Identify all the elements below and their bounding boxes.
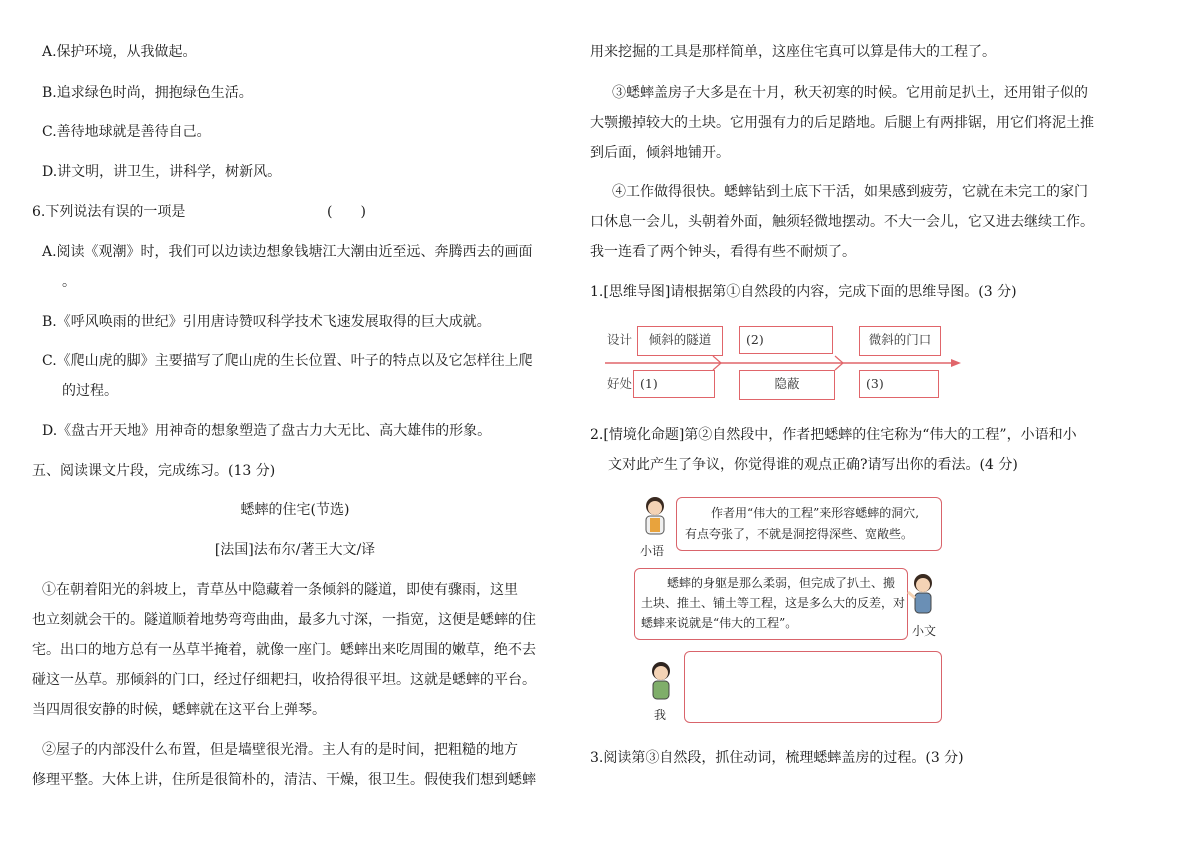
xiaoyu-speech-bubble	[676, 497, 942, 551]
para1-line1: ①在朝着阳光的斜坡上，青草丛中隐藏着一条倾斜的隧道，即使有骤雨，这里	[42, 582, 518, 598]
blank-box-3[interactable]: (3)	[859, 370, 939, 398]
row-label-benefit: 好处	[607, 376, 633, 391]
q6-option-c: C.《爬山虎的脚》主要描写了爬山虎的生长位置、叶子的特点以及它怎样往上爬	[42, 353, 533, 369]
mind-map	[605, 322, 965, 404]
option-c: C.善待地球就是善待自己。	[42, 124, 211, 140]
xiaowen-avatar-icon	[906, 572, 940, 622]
xiaowen-line-2: 土块、推土、铺土等工程，这是多么大的反差，对	[641, 596, 906, 610]
para3-line1: ③蟋蟀盖房子大多是在十月，秋天初寒的时候。它用前足扒土，还用钳子似的	[612, 85, 1088, 101]
para4-line1: ④工作做得很快。蟋蟀钻到土底下干活，如果感到疲劳，它就在未完工的家门	[612, 184, 1088, 200]
box-sloped-door: 微斜的门口	[859, 326, 941, 356]
xiaowen-name: 小文	[912, 624, 937, 638]
xiaoyu-avatar-icon	[638, 494, 672, 540]
q6-answer-bracket[interactable]: ( )	[327, 204, 366, 220]
box-hidden: 隐蔽	[739, 370, 835, 400]
para1-line4: 碰这一丛草。那倾斜的门口，经过仔细耙扫，收拾得很平坦。这就是蟋蟀的平台。	[32, 672, 536, 688]
blank-box-1[interactable]: (1)	[633, 370, 715, 398]
option-d: D.讲文明，讲卫生，讲科学，树新风。	[42, 164, 282, 180]
para4-line3: 我一连看了两个钟头，看得有些不耐烦了。	[590, 244, 856, 260]
para4-line2: 口休息一会儿，头朝着外面，触须轻微地摆动。不大一会儿，它又进去继续工作。	[590, 214, 1094, 230]
para3-line2: 大颚搬掉较大的土块。它用强有力的后足踏地。后腿上有两排锯，用它们将泥土推	[590, 115, 1094, 131]
para2-line1: ②屋子的内部没什么布置，但是墙壁很光滑。主人有的是时间，把粗糙的地方	[42, 742, 518, 758]
q6-option-a-cont: 。	[62, 274, 76, 290]
box-sloped-tunnel: 倾斜的隧道	[637, 326, 723, 356]
me-name: 我	[654, 708, 667, 722]
me-avatar-icon	[646, 660, 676, 704]
xiaowen-line-3: 蟋蟀来说就是“伟大的工程”。	[641, 616, 798, 630]
xiaowen-speech-bubble	[634, 568, 908, 640]
para1-line3: 宅。出口的地方总有一丛草半掩着，就像一座门。蟋蟀出来吃周围的嫩草，绝不去	[32, 642, 536, 658]
question-2-line1: 2.[情境化命题]第②自然段中，作者把蟋蟀的住宅称为“伟大的工程”，小语和小	[590, 427, 1077, 443]
xiaowen-line-1: 蟋蟀的身躯是那么柔弱，但完成了扒土、搬	[667, 576, 896, 590]
passage-author: [法国]法布尔/著王大文/译	[214, 542, 376, 558]
row-label-design: 设计	[607, 332, 633, 347]
option-b: B.追求绿色时尚，拥抱绿色生活。	[42, 85, 253, 101]
option-a: A.保护环境，从我做起。	[42, 44, 197, 60]
para2-line2: 修理平整。大体上讲，住所是很简朴的，清洁、干燥，很卫生。假使我们想到蟋蟀	[32, 772, 536, 788]
q6-option-b: B.《呼风唤雨的世纪》引用唐诗赞叹科学技术飞速发展取得的巨大成就。	[42, 314, 491, 330]
q6-stem: 6.下列说法有误的一项是	[32, 204, 186, 220]
q6-option-d: D.《盘古开天地》用神奇的想象塑造了盘古力大无比、高大雄伟的形象。	[42, 423, 492, 439]
para3-line3: 到后面，倾斜地铺开。	[590, 145, 730, 161]
question-2-line2: 文对此产生了争议，你觉得谁的观点正确?请写出你的看法。(4 分)	[608, 457, 1018, 473]
para2-end: 用来挖掘的工具是那样简单，这座住宅真可以算是伟大的工程了。	[590, 44, 996, 60]
question-1: 1.[思维导图]请根据第①自然段的内容，完成下面的思维导图。(3 分)	[590, 284, 1017, 300]
q6-option-c-cont: 的过程。	[62, 383, 118, 399]
para1-line5: 当四周很安静的时候，蟋蟀就在这平台上弹琴。	[32, 702, 326, 718]
blank-box-2[interactable]: (2)	[739, 326, 833, 354]
q6-option-a: A.阅读《观潮》时，我们可以边读边想象钱塘江大潮由近至远、奔腾西去的画面	[42, 244, 533, 260]
para1-line2: 也立刻就会干的。隧道顺着地势弯弯曲曲，最多九寸深，一指宽，这便是蟋蟀的住	[32, 612, 536, 628]
passage-title: 蟋蟀的住宅(节选)	[240, 502, 350, 518]
section-5-heading: 五、阅读课文片段，完成练习。(13 分)	[32, 463, 276, 479]
xiaoyu-name: 小语	[640, 544, 665, 558]
xiaoyu-line-2: 有点夸张了，不就是洞挖得深些、宽敞些。	[685, 527, 914, 541]
question-3: 3.阅读第③自然段，抓住动词，梳理蟋蟀盖房的过程。(3 分)	[590, 750, 964, 766]
answer-bubble[interactable]	[684, 651, 942, 723]
xiaoyu-line-1: 作者用“伟大的工程”来形容蟋蟀的洞穴,	[711, 506, 920, 520]
